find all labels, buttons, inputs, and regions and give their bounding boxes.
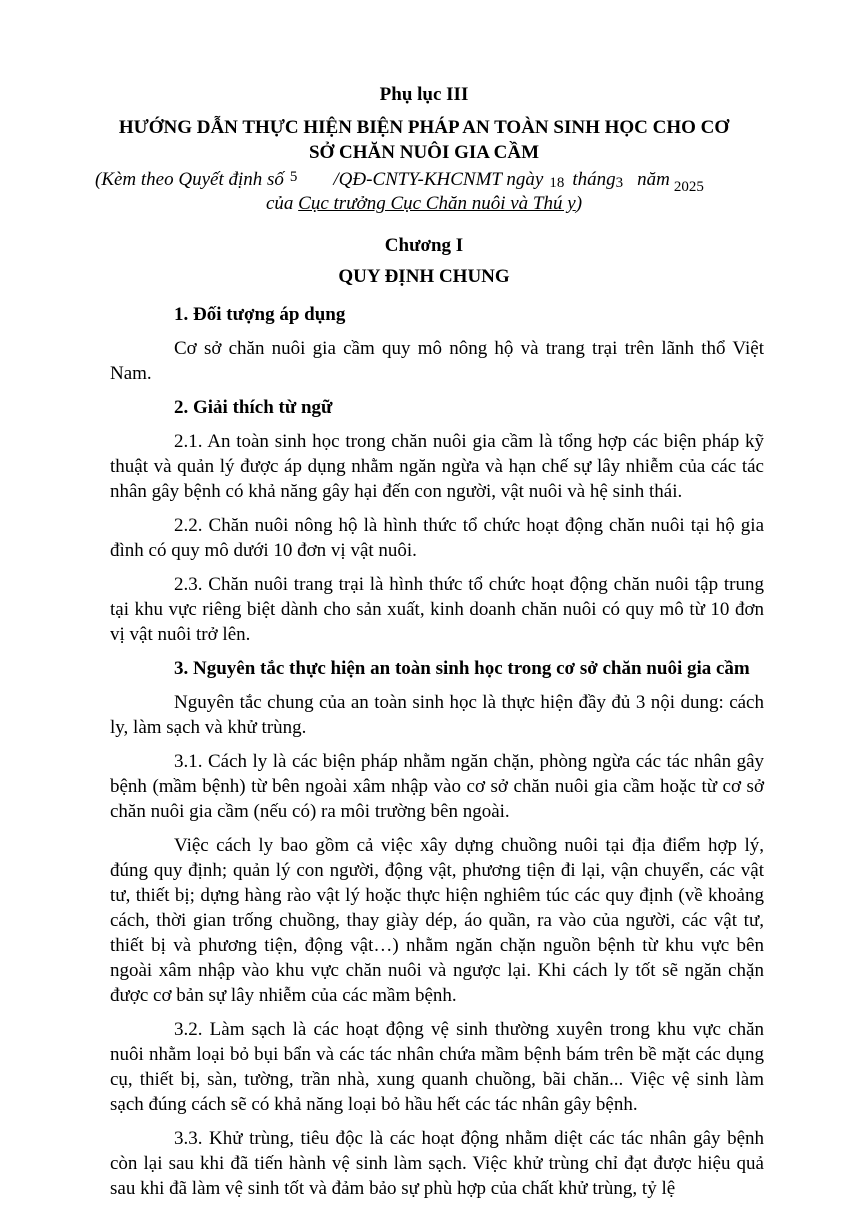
- document-title-line-2: SỞ CHĂN NUÔI GIA CẦM: [308, 142, 540, 163]
- issuer-prefix: của: [265, 193, 299, 214]
- issuer-line: [0, 192, 848, 216]
- section-3-1-detail-paragraph: Việc cách ly bao gồm cả việc xây dựng chuồng nuôi tại địa điểm hợp lý, đúng quy định; quản lý con người, động vật, phương tiện đi lại, vận chuyển, các vật tư, thiết bị; dựng hàng rào vật lý hoặc thực hiện nghiêm túc các quy định (về khoảng cách, thời gian trống chuồng, thay giày dép, áo quần, ra vào của người, các vật tư, thiết bị và phương tiện, động vật…) nhằm ngăn chặn nguồn bệnh từ khu vực bên ngoài xâm nhập vào khu vực chăn nuôi và ngược lại. Khi cách ly tốt sẽ ngăn chặn được cơ bản sự lây nhiễm của các mầm bệnh.: [110, 835, 764, 1006]
- section-3-heading: 3. Nguyên tắc thực hiện an toàn sinh học trong cơ sở chăn nuôi gia cầm: [174, 658, 750, 679]
- section-3-intro-paragraph: Nguyên tắc chung của an toàn sinh học là thực hiện đầy đủ 3 nội dung: cách ly, làm sạch và khử trùng.: [110, 692, 764, 738]
- section-3-1-paragraph: 3.1. Cách ly là các biện pháp nhằm ngăn chặn, phòng ngừa các tác nhân gây bệnh (mầm bệnh) từ bên ngoài xâm nhập vào cơ sở chăn nuôi gia cầm hoặc từ cơ sở chăn nuôi gia cầm (nếu có) ra môi trường bên ngoài.: [110, 751, 764, 822]
- section-3-2-paragraph: 3.2. Làm sạch là các hoạt động vệ sinh thường xuyên trong khu vực chăn nuôi nhằm loại bỏ bụi bẩn và các tác nhân chứa mầm bệnh bám trên bề mặt các dụng cụ, thiết bị, sàn, tường, trần nhà, xung quanh chuồng, bãi chăn... Việc vệ sinh làm sạch đúng cách sẽ có khả năng loại bỏ hầu hết các tác nhân gây bệnh.: [110, 1019, 764, 1115]
- decision-reference: [95, 168, 795, 193]
- decision-month-label: tháng: [572, 169, 616, 190]
- section-2-1-paragraph: 2.1. An toàn sinh học trong chăn nuôi gia cầm là tổng hợp các biện pháp kỹ thuật và quản lý được áp dụng nhằm ngăn ngừa và hạn chế sự lây nhiễm của các tác nhân gây bệnh có khả năng gây hại đến con người, vật nuôi và hệ sinh thái.: [110, 431, 764, 502]
- issuer-suffix: ): [575, 193, 583, 214]
- decision-code: /QĐ-CNTY-KHCNMT ngày: [333, 169, 544, 190]
- appendix-label: Phụ lục III: [379, 84, 469, 105]
- chapter-label: Chương I: [384, 235, 464, 256]
- decision-prefix: (Kèm theo Quyết định số: [95, 169, 284, 190]
- document-body: [110, 302, 764, 1210]
- issuer-name: Cục trưởng Cục Chăn nuôi và Thú y: [298, 193, 576, 214]
- section-2-heading: 2. Giải thích từ ngữ: [174, 397, 333, 418]
- section-1-heading: 1. Đối tượng áp dụng: [174, 304, 346, 325]
- section-3-3-paragraph: 3.3. Khử trùng, tiêu độc là các hoạt động nhằm diệt các tác nhân gây bệnh còn lại sau khi đã tiến hành vệ sinh làm sạch. Việc khử trùng chỉ đạt được hiệu quả sau khi đã làm vệ sinh tốt và đảm bảo sự phù hợp của chất khử trùng, tỷ lệ: [110, 1128, 764, 1199]
- decision-year: 2025: [673, 179, 704, 195]
- section-2-2-paragraph: 2.2. Chăn nuôi nông hộ là hình thức tổ chức hoạt động chăn nuôi tại hộ gia đình có quy mô dưới 10 đơn vị vật nuôi.: [110, 515, 764, 561]
- decision-month: 3: [615, 175, 624, 191]
- document-title-line-1: HƯỚNG DẪN THỰC HIỆN BIỆN PHÁP AN TOÀN SINH HỌC CHO CƠ: [118, 117, 730, 138]
- section-1-paragraph: Cơ sở chăn nuôi gia cầm quy mô nông hộ và trang trại trên lãnh thổ Việt Nam.: [110, 338, 764, 384]
- decision-day: 18: [549, 175, 565, 191]
- document-title: [90, 115, 758, 165]
- decision-number: 5: [289, 169, 298, 185]
- section-2-3-paragraph: 2.3. Chăn nuôi trang trại là hình thức tổ chức hoạt động chăn nuôi tập trung tại khu vực riêng biệt dành cho sản xuất, kinh doanh chăn nuôi có quy mô từ 10 đơn vị vật nuôi trở lên.: [110, 574, 764, 645]
- chapter-title: QUY ĐỊNH CHUNG: [338, 266, 510, 287]
- decision-year-label: năm: [637, 169, 670, 190]
